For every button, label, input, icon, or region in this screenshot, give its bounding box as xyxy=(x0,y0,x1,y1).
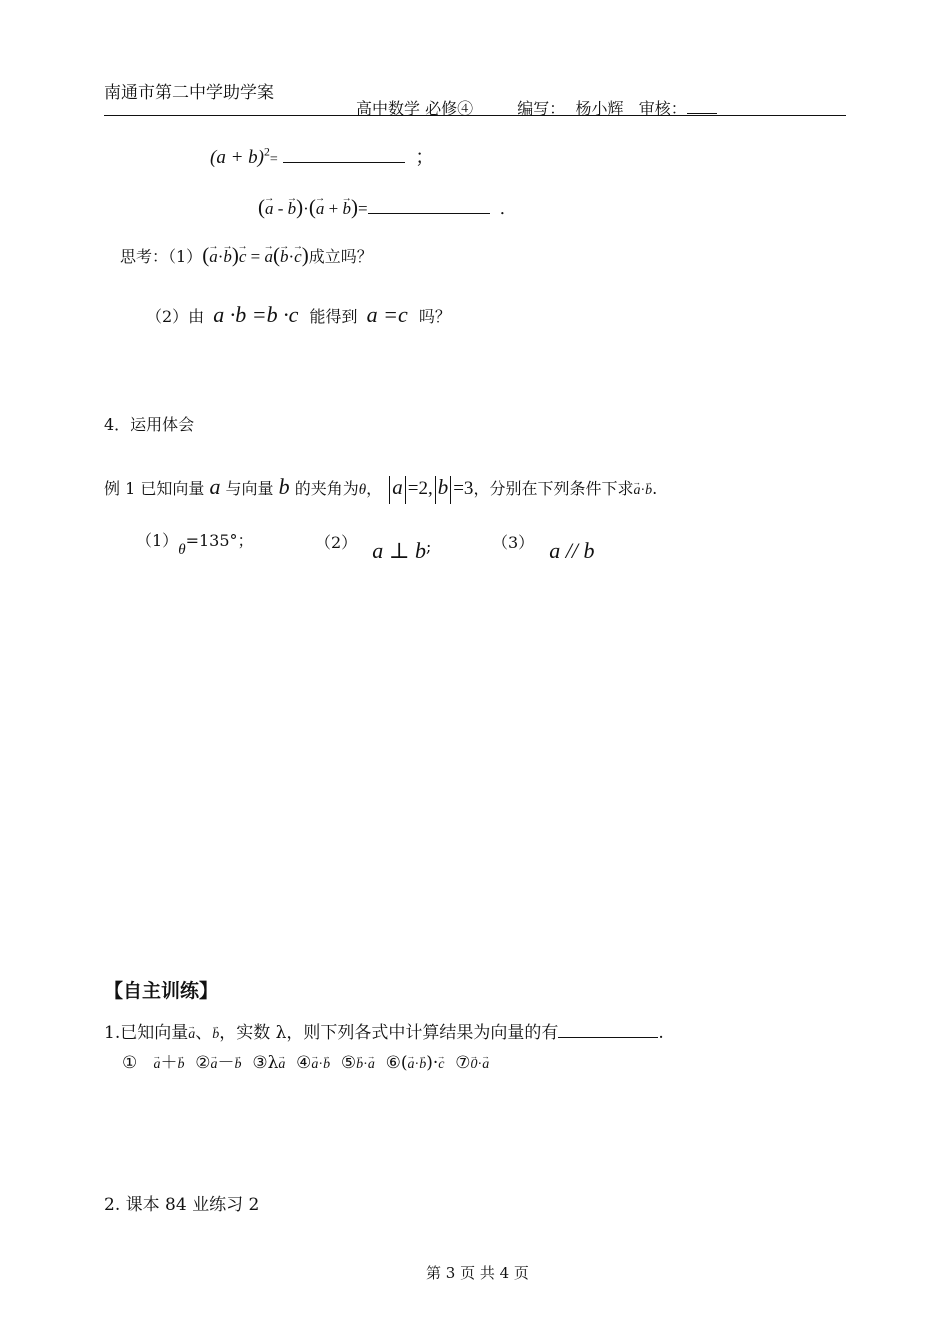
header-rule xyxy=(104,115,846,116)
formula-square: $(a + b)^2=$ ； xyxy=(210,145,435,168)
training-q1: 1.已知向量→ a、→ b，实数 λ，则下列各式中计算结果为向量的有 . xyxy=(104,1018,664,1043)
review-label: 审核： xyxy=(638,99,687,118)
example-1: 例 1 已知向量 a 与向量 b 的夹角为θ， a =2, b =3，分别在下列条件下求→ a·→ b. xyxy=(104,474,657,504)
option-7: ⑦→ 0·→ a xyxy=(455,1053,489,1073)
training-title: 【自主训练】 xyxy=(104,980,219,1002)
formula-product: (→ a - → b)·(→ a + → b)= ． xyxy=(258,194,517,220)
school-name: 南通市第二中学助学案 xyxy=(104,83,274,103)
option-3: ③λ→ a xyxy=(252,1053,285,1073)
section-4-title: 4．运用体会 xyxy=(104,415,195,434)
training-q2: 2. 课本 84 业练习 2 xyxy=(104,1195,260,1215)
author-name: 杨小辉 xyxy=(575,99,624,118)
option-2: ②→ a－→ b xyxy=(195,1053,241,1073)
example-cond-3: （3） a // b xyxy=(492,533,595,563)
option-1: ① → a＋→ b xyxy=(122,1053,184,1073)
page-number: 第 3 页 共 4 页 xyxy=(426,1264,529,1282)
option-4: ④→ a·→ b xyxy=(296,1053,330,1073)
training-answer-blank xyxy=(558,1037,658,1038)
course-name: 高中数学 必修④ xyxy=(356,99,474,118)
answer-blank-2 xyxy=(368,213,490,214)
review-blank xyxy=(687,113,717,114)
author-label: 编写： xyxy=(517,99,566,118)
think-q1: 思考：（1）(→ a·→ b)→ c = → a(→ b·→ c)成立吗？ xyxy=(120,243,373,268)
example-cond-2: （2） a ⊥ b; xyxy=(315,533,432,563)
answer-blank-1 xyxy=(283,162,405,163)
option-6: ⑥(→ a·→ b)·→ c xyxy=(386,1053,445,1073)
think-q2: （2）由 a ·b =b ·c 能得到 a =c 吗？ xyxy=(146,302,451,327)
option-5: ⑤→ b·→ a xyxy=(341,1053,375,1073)
example-cond-1: （1）θ=135°； xyxy=(136,531,254,558)
training-q1-options xyxy=(122,1048,489,1073)
